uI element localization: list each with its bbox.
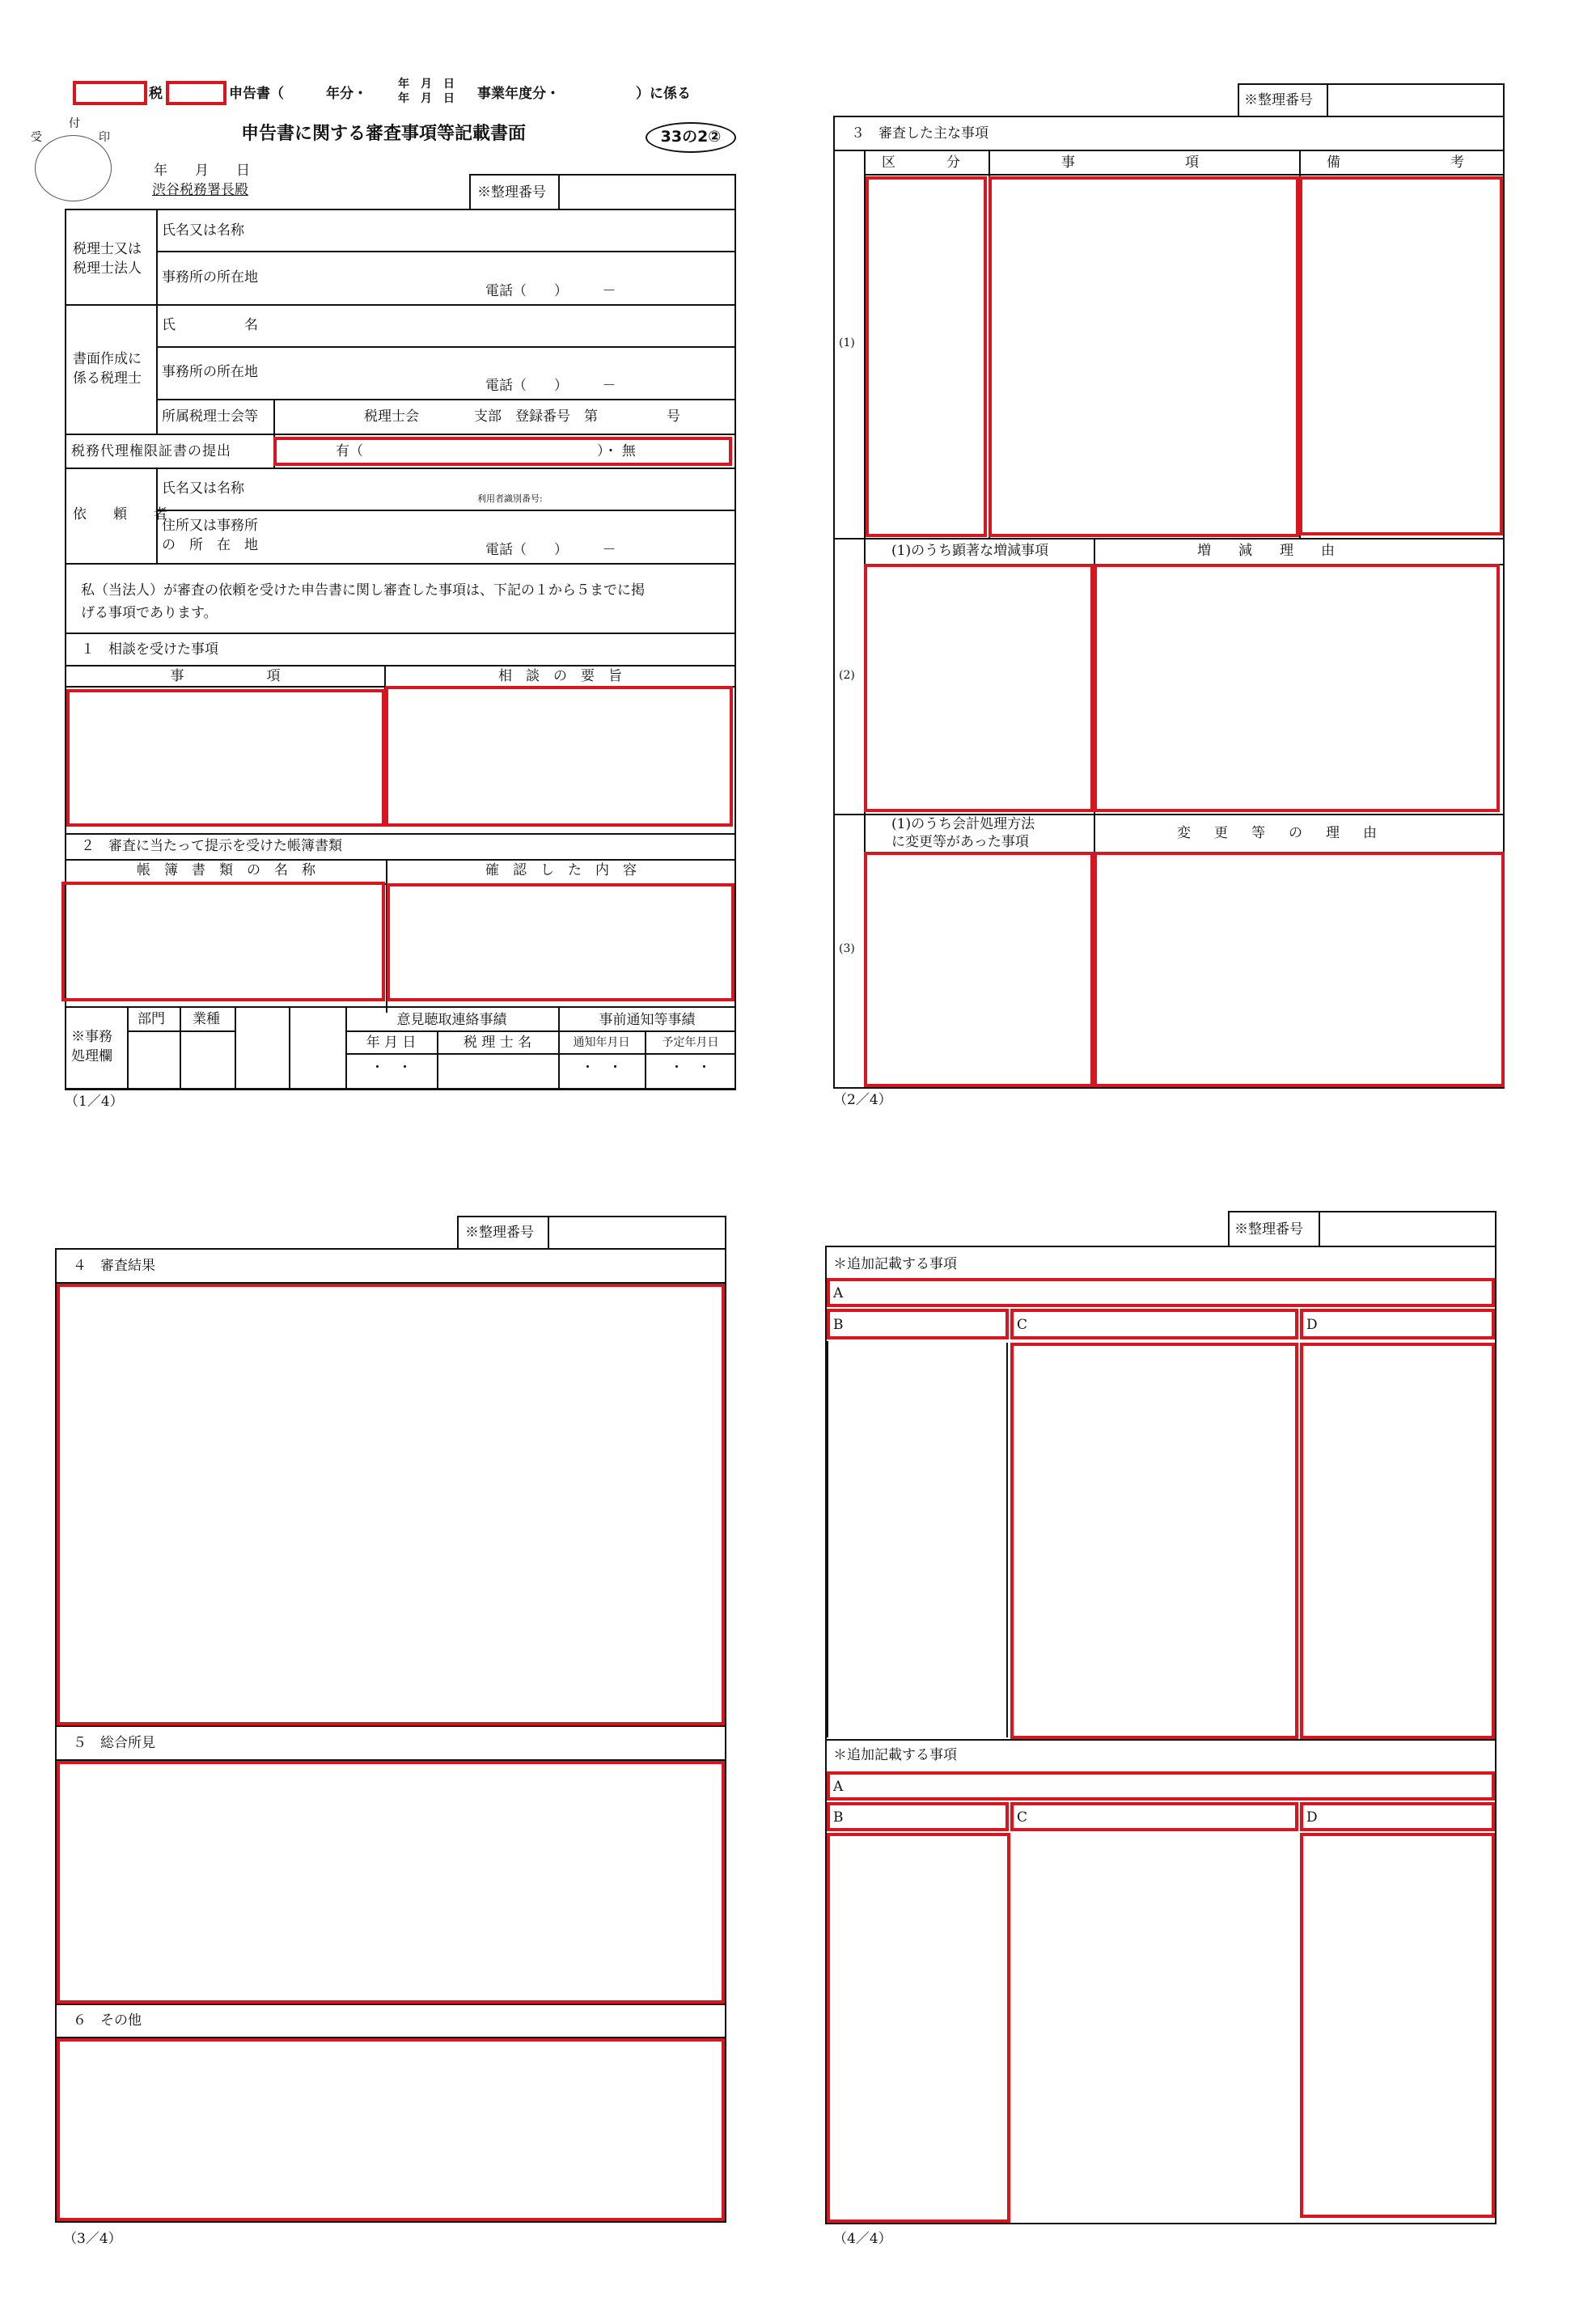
- rishi-name-input[interactable]: [273, 212, 733, 249]
- stamp-in: 印: [99, 131, 110, 144]
- seiri-number-input-p2[interactable]: [1330, 86, 1501, 115]
- seiri-label-p1: ※整理番号: [477, 184, 546, 201]
- sec6-other-field[interactable]: [57, 2038, 725, 2221]
- jigyo-label: 事業年度分・: [477, 86, 560, 102]
- jizen-notice-dots: ・ ・: [581, 1060, 622, 1076]
- sub3-jiko-field[interactable]: [864, 852, 1094, 1087]
- sec4-result-field[interactable]: [57, 1284, 725, 1725]
- shomen-addr-input[interactable]: [273, 349, 733, 379]
- iken-date: 年 月 日: [366, 1035, 417, 1051]
- sec2-col2-header: 確 認 し た 内 容: [485, 862, 637, 878]
- add1-C-body-field[interactable]: [1010, 1343, 1298, 1739]
- sec6-title: ６ その他: [73, 2012, 142, 2029]
- sub2-reason-field[interactable]: [1094, 564, 1500, 812]
- rishi-addr-input[interactable]: [273, 253, 733, 286]
- sec5-opinion-field[interactable]: [57, 1761, 725, 2004]
- nengappi-top: 年 月 日: [398, 78, 455, 91]
- sec1-jiko-field[interactable]: [66, 689, 385, 827]
- col-jiko-header: 事 項: [1061, 154, 1199, 171]
- jizen-plan: 予定年月日: [662, 1036, 719, 1049]
- iken-date-dots: ・ ・: [370, 1060, 412, 1076]
- gyoshu-label: 業種: [193, 1011, 220, 1027]
- shomen-addr-label: 事務所の所在地: [162, 364, 258, 380]
- add1-B-body-field[interactable]: [828, 1343, 1008, 1737]
- add2-B-header-field[interactable]: [827, 1802, 1009, 1831]
- add-title-2: ＊追加記載する事項: [833, 1747, 957, 1763]
- sec3-jiko-field[interactable]: [989, 176, 1299, 537]
- reception-stamp-circle: [35, 135, 112, 201]
- irai-name-input[interactable]: [273, 471, 733, 495]
- add1-D-label: D: [1306, 1317, 1318, 1333]
- rishi-name-label: 氏名又は名称: [162, 222, 244, 239]
- sub3-reason-header: 変 更 等 の 理 由: [1177, 825, 1382, 841]
- shinkokusho-label: 申告書（: [229, 86, 284, 102]
- add2-B-body-field[interactable]: [827, 1833, 1010, 2223]
- add1-A-label: A: [833, 1285, 844, 1301]
- sec2-chobo-field[interactable]: [61, 882, 385, 1001]
- office-label: 渋谷税務署長殿: [152, 182, 248, 198]
- add2-A-label: A: [833, 1779, 844, 1795]
- add1-B-header-field[interactable]: [827, 1309, 1009, 1339]
- irai-name-label: 氏名又は名称: [162, 480, 244, 497]
- page-number-2: （2／4）: [833, 1092, 892, 1108]
- nenbun-label: 年分・: [326, 86, 367, 102]
- sub2-reason-header: 増 減 理 由: [1197, 543, 1335, 559]
- seiri-label-p3: ※整理番号: [465, 1225, 534, 1241]
- add1-A-field[interactable]: [827, 1278, 1495, 1307]
- seiri-number-input-p3[interactable]: [551, 1218, 723, 1247]
- add1-C-header-field[interactable]: [1010, 1309, 1298, 1339]
- seiri-number-input-p1[interactable]: [561, 176, 733, 208]
- iken-name: 税 理 士 名: [463, 1035, 532, 1051]
- irai-addr-label: 住所又は事務所 の 所 在 地: [162, 518, 258, 553]
- sec1-col2-header: 相 談 の 要 旨: [498, 668, 622, 684]
- jizen-title: 事前通知等事績: [599, 1012, 696, 1028]
- dairi-label: 税務代理権限証書の提出: [71, 443, 231, 459]
- add2-D-body-field[interactable]: [1300, 1833, 1495, 2218]
- sub2-jiko-field[interactable]: [864, 564, 1094, 812]
- phone-2: 電話（ ） －: [485, 378, 616, 394]
- row-2-label: (2): [839, 669, 855, 682]
- form-number-badge: 33の2②: [646, 122, 736, 153]
- jizen-notice: 通知年月日: [573, 1036, 630, 1049]
- col-biko-header: 備 考: [1327, 154, 1464, 171]
- add2-A-field[interactable]: [827, 1771, 1495, 1801]
- add-title-1: ＊追加記載する事項: [833, 1256, 957, 1272]
- page-number-3: （3／4）: [63, 2231, 122, 2247]
- irai-addr-input[interactable]: [273, 513, 733, 542]
- row-3-label: (3): [839, 942, 855, 955]
- irai-group-label: 依 頼 者: [73, 506, 174, 523]
- jizen-plan-dots: ・ ・: [670, 1060, 711, 1076]
- seiri-label-p2: ※整理番号: [1244, 92, 1313, 108]
- stamp-tsuke: 付: [69, 117, 80, 130]
- rishi-group-label: 税理士又は 税理士法人: [73, 241, 142, 277]
- add2-D-label: D: [1306, 1809, 1318, 1826]
- sec4-title: ４ 審査結果: [73, 1258, 155, 1274]
- statement-text: 私（当法人）が審査の依頼を受けた申告書に関し審査した事項は、下記の１から５までに掲 げる事項であります。: [81, 582, 645, 621]
- sec5-title: ５ 総合所見: [73, 1735, 155, 1751]
- bumon-label: 部門: [138, 1011, 165, 1027]
- irai-id-label: 利用者識別番号:: [477, 493, 543, 504]
- add2-C-body-field[interactable]: [1012, 1833, 1298, 2223]
- sub3-reason-field[interactable]: [1094, 852, 1505, 1087]
- add2-B-label: B: [833, 1809, 844, 1826]
- shomen-group-label: 書面作成に 係る税理士: [73, 351, 142, 387]
- seiri-number-input-p4[interactable]: [1322, 1213, 1493, 1245]
- shozoku-label: 所属税理士会等: [162, 408, 258, 425]
- tax-type-field-2[interactable]: [166, 81, 226, 105]
- jimu-label: ※事務 処理欄: [71, 1029, 112, 1064]
- add2-D-header-field[interactable]: [1300, 1802, 1495, 1831]
- add1-B-label: B: [833, 1317, 844, 1333]
- sec1-col1-header: 事 項: [170, 668, 281, 684]
- add2-C-label: C: [1017, 1809, 1028, 1826]
- sub3-label: (1)のうち会計処理方法 に変更等があった事項: [891, 816, 1035, 850]
- nengappi-bottom: 年 月 日: [398, 92, 455, 105]
- sec3-biko-field[interactable]: [1299, 176, 1503, 535]
- sec2-col1-header: 帳 簿 書 類 の 名 称: [137, 862, 315, 878]
- sec2-title: ２ 審査に当たって提示を受けた帳簿書類: [81, 838, 342, 854]
- shomen-name-input[interactable]: [273, 307, 733, 344]
- sec1-yoshi-field[interactable]: [385, 686, 733, 827]
- page-number-1: （1／4）: [65, 1094, 124, 1110]
- rishi-addr-label: 事務所の所在地: [162, 269, 258, 286]
- dairi-value: 有（ ）・ 無: [336, 443, 636, 459]
- seiri-label-p4: ※整理番号: [1234, 1221, 1303, 1238]
- stamp-uke: 受: [31, 131, 42, 144]
- sec3-title: ３ 審査した主な事項: [851, 125, 989, 142]
- phone-3: 電話（ ） －: [485, 542, 616, 558]
- add1-C-label: C: [1017, 1317, 1028, 1333]
- iken-title: 意見聴取連絡事績: [396, 1012, 507, 1028]
- sec2-kakunin-field[interactable]: [387, 883, 734, 1001]
- kakaru-label: ）に係る: [636, 86, 691, 102]
- zei-label: 税: [149, 86, 163, 102]
- row-1-label: (1): [839, 336, 855, 349]
- tax-type-field-1[interactable]: [73, 81, 147, 105]
- sec1-title: １ 相談を受けた事項: [81, 641, 218, 658]
- date-label: 年 月 日: [154, 163, 250, 179]
- shozoku-value: 税理士会 支部 登録番号 第 号: [364, 408, 680, 425]
- add2-C-header-field[interactable]: [1010, 1802, 1298, 1831]
- add1-D-header-field[interactable]: [1300, 1309, 1495, 1339]
- shomen-name-label: 氏 名: [162, 317, 258, 333]
- sec3-kubun-field[interactable]: [866, 176, 987, 537]
- form-title: 申告書に関する審査事項等記載書面: [241, 123, 527, 144]
- sub2-label: (1)のうち顕著な増減事項: [891, 543, 1049, 559]
- add1-D-body-field[interactable]: [1300, 1343, 1495, 1739]
- phone-1: 電話（ ） －: [485, 283, 616, 299]
- col-kubun-header: 区 分: [882, 154, 963, 171]
- page-number-4: （4／4）: [833, 2231, 892, 2247]
